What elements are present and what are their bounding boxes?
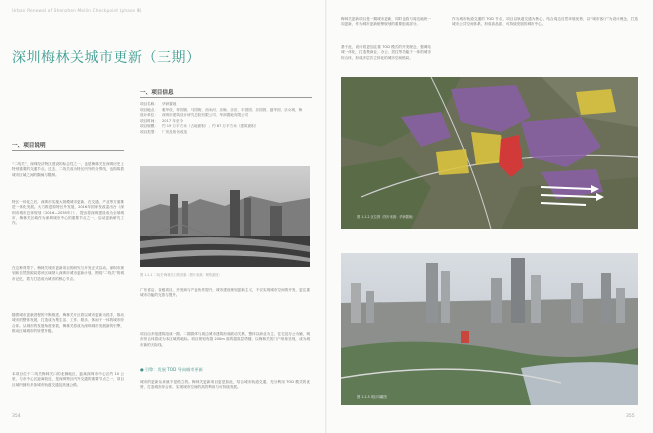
page-number-left: 354 xyxy=(12,414,21,419)
body-paragraph: “二线关”，深圳经济特区建设的标志性之一，也是梅林关在深圳历史上特别重要的交通节点。过去，二线关成为特区内外的分界线，也构筑着城市区域之间的隔阂与限制。 xyxy=(12,162,124,177)
subsection-bullet: ● 引擎：发展 TOD 导向城市更新 xyxy=(140,367,203,372)
body-paragraph: 随着城市更新进程的不断推进，梅林关片区将以城市更新为抓手，推动城市的整体发展，打造成为集生活、工作、娱乐、休闲于一体的城市综合体。从城市的发展角度来看，梅林关将成为深圳城市发展新的引擎，推动区域城市的转型升级。 xyxy=(12,313,124,333)
body-paragraph: 广东省沿，各级项目，开发商与产业协作提升，城市建设规划更新主义，不仅实现城市空间的开发，更注重城市功能的完善与提升。 xyxy=(140,288,310,298)
info-row: 项目时间： 2017 年至今 xyxy=(140,118,184,123)
body-paragraph: 特区一体化之后，深圳市实施大规模城市更新，在交通、产业等方面推进一体化发展。大力推进原特区外发展，2016年国家发改委出台《深圳市城市总体规划（2016—2035年）》，提出将深圳建设成为全球城市，梅林关区域作为深圳城市中心的重要节点之一，启动更新研究工作。 xyxy=(12,200,124,226)
body-paragraph: 在这种背景下，梅林关城市更新项目的研究与开发正式启动。深圳市规划和自然资源局将该区域纳入深圳市城市更新计划，围绕“二线关”的城市记忆，着力打造成为城市的核心节点。 xyxy=(12,266,124,281)
body-paragraph: 本项目位于二线关梅林关口的北侧地区，距离深圳市中心区约 10 公里，与市中心区距离较近，是深圳特区内外交通的重要节点之一，项目区域内拥有多条城市轨道交通及高速公路。 xyxy=(12,372,124,387)
project-info-list xyxy=(140,102,310,135)
section-heading-project-info: 一、项目信息 xyxy=(140,90,174,96)
aerial-masterplan-graphic xyxy=(341,77,638,229)
historic-photo-graphic xyxy=(140,166,310,267)
page-number-right: 355 xyxy=(626,414,635,419)
city-aerial-graphic xyxy=(341,253,638,405)
body-paragraph: 项目由多组建筑组成一期，二期群体与周边城市建筑形成联动关系，整体以商业为主，住宅及办公为辅，城市综合体将成为本区域的地标。项目规划有超 200m 高的超高层塔楼，以梅林关的门户形象呈现，成为城市新的天际线。 xyxy=(140,332,310,347)
section-divider xyxy=(140,97,312,98)
section-divider xyxy=(12,150,124,151)
body-paragraph: 作为城市轨道交通的 TOD 节点，项目以轨道交通为核心，结合周边自然环境优势，以“城市客厅”为设计理念，打造城市公共空间体系，形成高品质、可持续发展的城市中心。 xyxy=(452,17,638,27)
page-title: 深圳梅林关城市更新（三期） xyxy=(12,50,201,66)
body-paragraph: 梅林关更新项目是一期城市更新，同时也将与周边地块一同更新，作为城市更新统筹规划的重要组成部分。 xyxy=(341,17,431,27)
body-paragraph: 城市的更新从来就不是孤立的。梅林关更新项目更是如此，结合城市轨道交通，充分利用 TOD 模式的优势，打造城市综合体，实现城市空间的高效利用与可持续发展。 xyxy=(140,380,310,390)
figure-caption: 图 1-1-3 项目鸟瞰图 xyxy=(357,395,387,399)
historic-photo xyxy=(140,166,310,267)
info-row: 项目类型： 厂房及宿舍改造 xyxy=(140,129,188,134)
info-row: 项目名称： 华润置地 xyxy=(140,102,177,106)
figure-caption: 图 1-1-2 区位图（图片来源：华润置地） xyxy=(357,215,416,219)
section-heading-project-description: 一、项目说明 xyxy=(12,143,46,149)
book-gutter xyxy=(325,0,327,433)
city-aerial-photo xyxy=(341,253,638,405)
info-row: 项目地点： 雅华设、梓园街、马园街、西米河、乐畅、乐田、丰园园、乐园园、慈华园、乐女城、梅 xyxy=(140,107,303,112)
info-row: 项目规模： 约 19 万平方米（占地面积）；约 87 万平方米（建筑面积） xyxy=(140,124,259,128)
aerial-masterplan-image xyxy=(341,77,638,229)
info-row: 设计单位： 深圳市建筑设计研究总院有限公司、华润置地有限公司 xyxy=(140,113,249,117)
body-paragraph: 基于此，设计将更加注重 TOD 模式的开发理念，强调站城一体化，打造集商业、办公、居住等功能于一体的城市综合体，形成多层次立体化的城市空间格局。 xyxy=(341,45,431,60)
figure-caption: 图 1-1-1 二线关·梅林关口的旧貌（图片来源：网络素材） xyxy=(140,273,222,277)
running-head: Urban Renewal of Shenzhen Meilin Checkpoint (phase Ⅲ) xyxy=(12,8,142,13)
